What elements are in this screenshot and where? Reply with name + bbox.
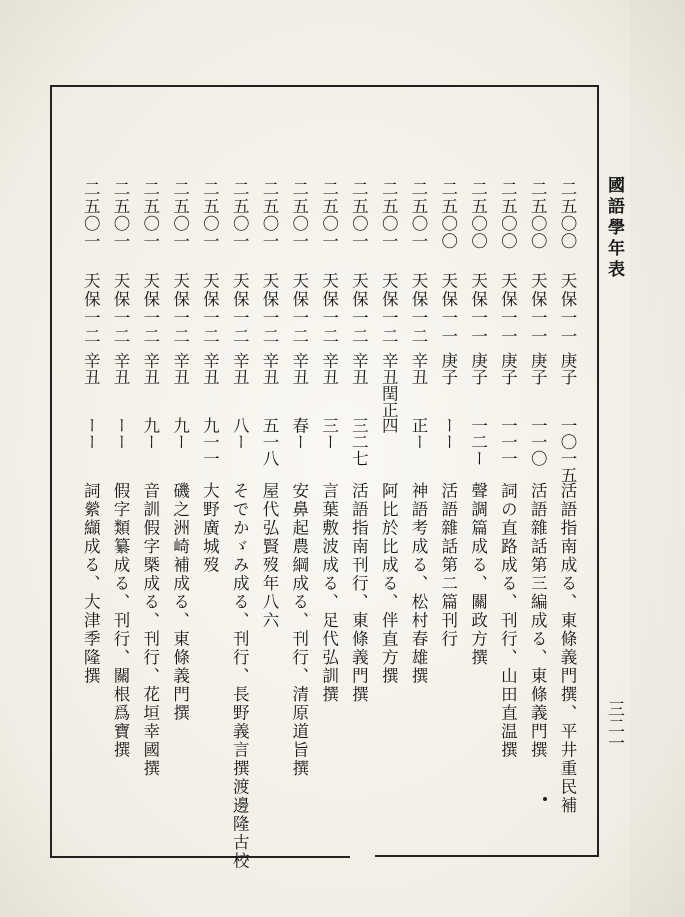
- chronology-entry: [407, 180, 429, 686]
- entry-era: 天保一二: [349, 272, 369, 346]
- entry-year: 二五〇一: [200, 180, 220, 250]
- chronology-entry: [139, 180, 161, 778]
- entry-month: 辛丑閏正: [379, 352, 399, 418]
- chronology-entry: [228, 180, 250, 871]
- entry-description: そでかゞみ成る、刊行、長野義言撰渡邊隆古校: [230, 482, 250, 871]
- page-frame-bottom: [50, 856, 350, 858]
- entry-description: 假字類纂成る、刊行、關根爲寶撰: [111, 482, 130, 760]
- entry-day: 一〇一五: [558, 417, 577, 483]
- entry-day: 春ー: [289, 417, 309, 450]
- entry-description: 屋代弘賢歿年八六: [260, 482, 279, 630]
- entry-year: 二五〇〇: [528, 180, 548, 250]
- entry-era: 天保一二: [140, 272, 160, 346]
- chronology-entry: [258, 180, 280, 630]
- chronology-entry: [526, 180, 548, 760]
- entry-month: 辛丑: [319, 352, 339, 385]
- entry-description: 言葉敷波成る、足代弘訓撰: [319, 482, 339, 704]
- entry-era: 天保一二: [260, 272, 279, 346]
- entry-day: 八ー: [230, 417, 250, 450]
- entry-month: 庚子: [468, 352, 488, 385]
- ink-speck: [543, 797, 547, 801]
- chronology-entry: [377, 180, 399, 686]
- entry-description: 阿比於比成る、伴直方撰: [379, 482, 399, 686]
- chronology-entry: [318, 180, 340, 704]
- entry-day: 三ー: [319, 417, 339, 450]
- entry-year: 二五〇一: [349, 180, 369, 250]
- entry-era: 天保一二: [81, 272, 101, 346]
- entry-description: 音訓假字槩成る、刊行、花垣幸國撰: [140, 482, 160, 778]
- entry-era: 天保一二: [379, 272, 399, 346]
- chronology-entry: [288, 180, 310, 778]
- entry-month: 辛丑: [81, 352, 101, 385]
- entry-era: 天保一一: [468, 272, 488, 346]
- entry-month: 庚子: [558, 352, 577, 385]
- entry-day: 九ー: [170, 417, 190, 450]
- entry-month: 辛丑: [170, 352, 190, 385]
- entry-month: 辛丑: [349, 352, 369, 385]
- entry-year: 二五〇一: [409, 180, 428, 250]
- entry-description: 磯之洲崎補成る、東條義門撰: [170, 482, 190, 723]
- entry-year: 二五〇一: [260, 180, 279, 250]
- entry-year: 二五〇一: [170, 180, 190, 250]
- page-frame-bottom-right: [375, 855, 597, 857]
- entry-description: 安鼻起農綱成る、刊行、清原道旨撰: [289, 482, 309, 778]
- page-number: 三二一: [604, 700, 624, 751]
- entry-day: 正ー: [409, 417, 428, 450]
- entry-year: 二五〇〇: [438, 180, 458, 250]
- entry-era: 天保一二: [289, 272, 309, 346]
- entry-description: 活語雜話第三編成る、東條義門撰: [528, 482, 548, 760]
- entry-year: 二五〇一: [319, 180, 339, 250]
- entry-year: 二五〇一: [140, 180, 160, 250]
- entry-day: 一二ー: [468, 417, 488, 467]
- entry-day: 一一一: [498, 417, 518, 467]
- entry-month: 庚子: [438, 352, 458, 385]
- chronology-entry: [496, 180, 518, 760]
- entry-month: 庚子: [528, 352, 548, 385]
- chronology-entry: [437, 180, 459, 649]
- entry-description: 詞縈纈成る、大津季隆撰: [81, 482, 101, 686]
- entry-month: 辛丑: [140, 352, 160, 385]
- entry-day: ーー: [81, 417, 101, 450]
- entry-year: 二五〇一: [379, 180, 399, 250]
- entry-month: 辛丑: [409, 352, 428, 385]
- entry-month: 辛丑: [200, 352, 220, 385]
- entry-year: 二五〇〇: [498, 180, 518, 250]
- chronology-entry: [198, 180, 220, 575]
- entry-description: 活語指南成る、東條義門撰、平井重民補: [558, 482, 577, 815]
- entry-year: 二五〇〇: [558, 180, 577, 250]
- entry-month: 辛丑: [111, 352, 130, 385]
- entry-day: 五一八: [260, 417, 279, 467]
- entry-era: 天保一一: [528, 272, 548, 346]
- entry-year: 二五〇一: [81, 180, 101, 250]
- entry-year: 二五〇一: [230, 180, 250, 250]
- chronology-entry: [109, 180, 131, 760]
- entry-description: 詞の直路成る、刊行、山田直温撰: [498, 482, 518, 760]
- entry-era: 天保一二: [111, 272, 130, 346]
- chronology-entry: [556, 180, 578, 815]
- chronology-entry: [467, 180, 489, 667]
- entry-description: 大野廣城歿: [200, 482, 220, 575]
- entry-month: 辛丑: [230, 352, 250, 385]
- chronology-entry: [169, 180, 191, 723]
- paper-edge-texture: [630, 0, 685, 917]
- entry-day: 九ー: [140, 417, 160, 450]
- entry-month: 辛丑: [260, 352, 279, 385]
- entry-description: 活語指南刊行、東條義門撰: [349, 482, 369, 704]
- entry-era: 天保一二: [200, 272, 220, 346]
- entry-day: 三二七: [349, 417, 369, 467]
- entry-era: 天保一二: [319, 272, 339, 346]
- entry-year: 二五〇一: [289, 180, 309, 250]
- entry-year: 二五〇一: [111, 180, 130, 250]
- entry-era: 天保一一: [558, 272, 577, 346]
- entry-description: 聲調篇成る、關政方撰: [468, 482, 488, 667]
- entry-era: 天保一二: [409, 272, 428, 346]
- entry-month: 辛丑: [289, 352, 309, 385]
- entry-day: 九一一: [200, 417, 220, 467]
- entry-day: ーー: [111, 417, 130, 450]
- running-title: 國語學年表: [604, 176, 624, 281]
- entry-year: 二五〇〇: [468, 180, 488, 250]
- chronology-entry: [347, 180, 369, 704]
- entry-month: 庚子: [498, 352, 518, 385]
- entry-era: 天保一一: [498, 272, 518, 346]
- entry-description: 活語雜話第二篇刊行: [438, 482, 458, 649]
- entry-era: 天保一二: [230, 272, 250, 346]
- entry-era: 天保一二: [170, 272, 190, 346]
- entry-era: 天保一一: [438, 272, 458, 346]
- entry-description: 神語考成る、松村春雄撰: [409, 482, 428, 686]
- chronology-entry: [79, 180, 101, 686]
- entry-day: ーー: [438, 417, 458, 450]
- entry-day: 四: [379, 417, 399, 434]
- entry-day: 一一〇: [528, 417, 548, 467]
